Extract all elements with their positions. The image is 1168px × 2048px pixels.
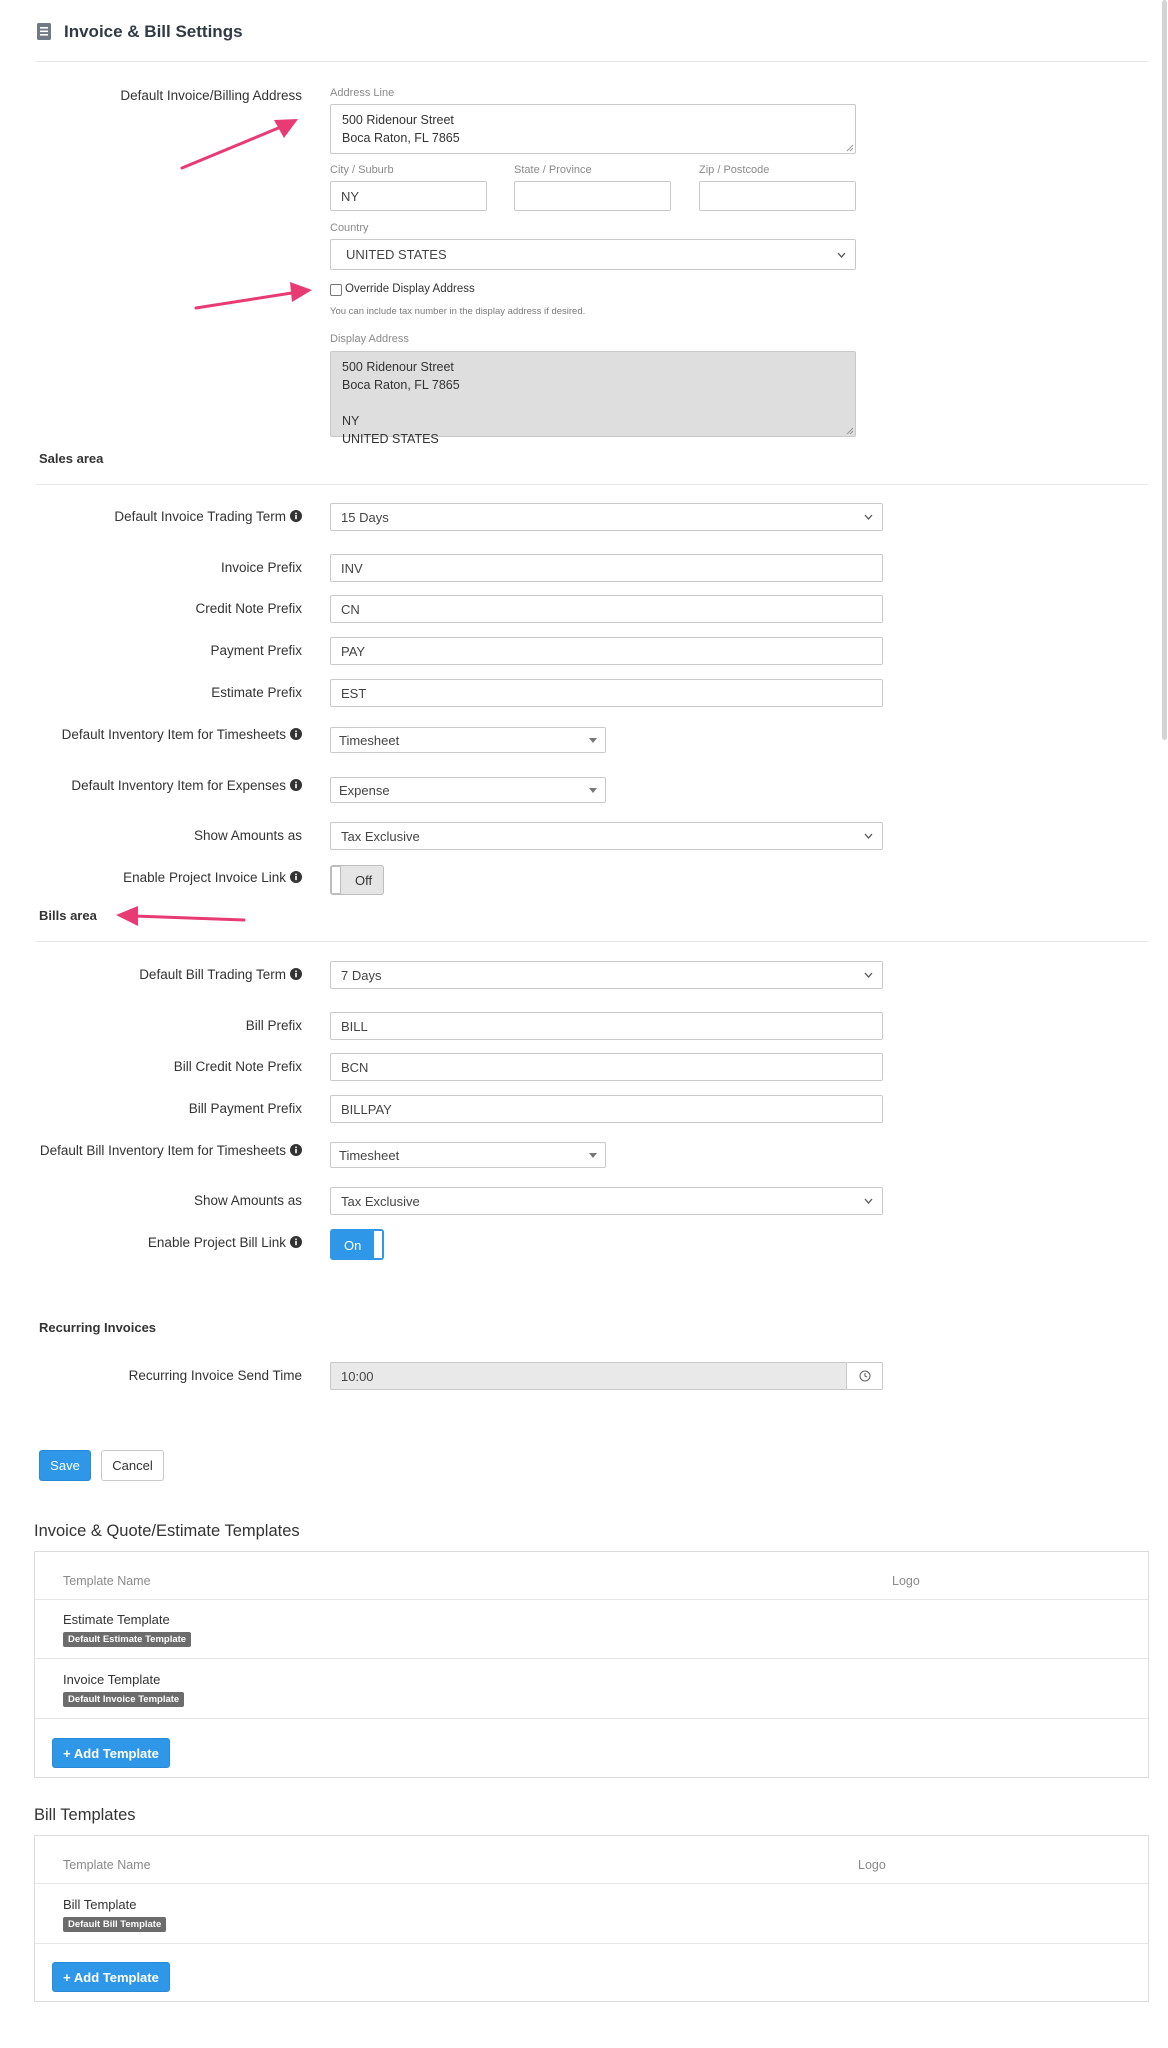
template-name[interactable]: Estimate Template <box>63 1612 170 1627</box>
chevron-down-icon <box>864 513 873 521</box>
bill-trading-term-value: 7 Days <box>341 967 382 983</box>
divider <box>36 61 1148 62</box>
caret-down-icon <box>589 1153 597 1158</box>
divider <box>35 1599 1148 1600</box>
bill-timesheet-item-select[interactable] <box>330 1142 606 1168</box>
divider <box>35 1883 1148 1884</box>
document-icon <box>36 22 52 41</box>
show-amounts-select[interactable] <box>330 822 883 850</box>
country-value: UNITED STATES <box>346 247 447 262</box>
override-display-label[interactable]: Override Display Address <box>345 283 475 295</box>
divider <box>36 941 1148 942</box>
bill-timesheet-item-label: Default Bill Inventory Item for Timesheets <box>40 1143 302 1158</box>
info-icon[interactable] <box>290 728 302 740</box>
display-address-textarea: 500 Ridenour Street Boca Raton, FL 7865 NY UNITED STATES <box>330 351 856 437</box>
bill-payment-prefix-label: Bill Payment Prefix <box>188 1101 302 1116</box>
page-title: Invoice & Bill Settings <box>64 22 243 41</box>
resize-grip-icon[interactable] <box>846 427 854 435</box>
city-input[interactable]: NY <box>330 181 487 211</box>
chevron-down-icon <box>864 1197 873 1205</box>
address-line-input[interactable]: 500 Ridenour Street Boca Raton, FL 7865 <box>330 104 856 154</box>
billing-address-label: Default Invoice/Billing Address <box>120 88 302 103</box>
invoice-templates-heading: Invoice & Quote/Estimate Templates <box>34 1522 300 1540</box>
display-address-label: Display Address <box>330 333 409 345</box>
chevron-down-icon <box>837 251 846 259</box>
override-help-text: You can include tax number in the display address if desired. <box>330 306 586 317</box>
add-template-button[interactable]: + Add Template <box>52 1738 170 1768</box>
bill-trading-term-label: Default Bill Trading Term <box>139 967 302 982</box>
column-header-logo: Logo <box>858 1858 886 1872</box>
override-display-checkbox[interactable] <box>330 284 342 296</box>
bill-show-amounts-label: Show Amounts as <box>193 1193 302 1208</box>
credit-note-prefix-input[interactable]: CN <box>330 595 883 623</box>
toggle-state: Off <box>355 873 373 888</box>
chevron-down-icon <box>864 832 873 840</box>
divider <box>35 1658 1148 1659</box>
divider <box>35 1943 1148 1944</box>
country-select[interactable] <box>330 239 856 270</box>
timesheet-item-label: Default Inventory Item for Timesheets <box>62 727 302 742</box>
bill-prefix-input[interactable]: BILL <box>330 1012 883 1040</box>
save-button[interactable]: Save <box>39 1450 91 1481</box>
bill-trading-term-select[interactable] <box>330 961 883 989</box>
timesheet-item-select[interactable] <box>330 727 606 753</box>
zip-input[interactable] <box>699 181 856 211</box>
time-picker-button[interactable] <box>846 1362 883 1390</box>
send-time-input[interactable]: 10:00 <box>330 1362 847 1390</box>
recurring-heading: Recurring Invoices <box>39 1320 157 1335</box>
info-icon[interactable] <box>290 968 302 980</box>
annotation-arrow-icon <box>112 904 250 928</box>
send-time-label: Recurring Invoice Send Time <box>128 1368 302 1383</box>
bill-credit-note-prefix-input[interactable]: BCN <box>330 1053 883 1081</box>
divider <box>36 484 1148 485</box>
expense-item-value: Expense <box>339 782 390 798</box>
timesheet-item-value: Timesheet <box>339 732 400 748</box>
estimate-prefix-input[interactable]: EST <box>330 679 883 707</box>
toggle-knob <box>331 866 341 894</box>
toggle-knob <box>373 1230 383 1259</box>
project-bill-link-label: Enable Project Bill Link <box>148 1235 302 1250</box>
annotation-arrow-icon <box>170 108 310 178</box>
expense-item-label: Default Inventory Item for Expenses <box>71 778 302 793</box>
bill-credit-note-prefix-label: Bill Credit Note Prefix <box>173 1059 302 1074</box>
expense-item-select[interactable] <box>330 777 606 803</box>
column-header-template-name: Template Name <box>63 1858 151 1872</box>
clock-icon <box>859 1370 871 1382</box>
zip-label: Zip / Postcode <box>699 164 770 176</box>
show-amounts-value: Tax Exclusive <box>341 828 420 844</box>
page-scrollbar[interactable] <box>1162 0 1167 740</box>
project-invoice-link-toggle[interactable] <box>330 865 384 895</box>
cancel-button[interactable]: Cancel <box>101 1450 164 1481</box>
caret-down-icon <box>589 788 597 793</box>
invoice-templates-table <box>34 1551 1149 1778</box>
bill-show-amounts-value: Tax Exclusive <box>341 1193 420 1209</box>
default-badge: Default Invoice Template <box>63 1692 184 1707</box>
city-label: City / Suburb <box>330 164 394 176</box>
template-name[interactable]: Invoice Template <box>63 1672 161 1687</box>
bills-area-heading: Bills area <box>39 908 97 923</box>
invoice-prefix-input[interactable]: INV <box>330 554 883 582</box>
default-badge: Default Estimate Template <box>63 1632 191 1647</box>
sales-area-heading: Sales area <box>39 451 104 466</box>
info-icon[interactable] <box>290 1236 302 1248</box>
column-header-template-name: Template Name <box>63 1574 151 1588</box>
payment-prefix-input[interactable]: PAY <box>330 637 883 665</box>
column-header-logo: Logo <box>892 1574 920 1588</box>
default-badge: Default Bill Template <box>63 1917 166 1932</box>
bill-templates-table <box>34 1835 1149 2002</box>
state-label: State / Province <box>514 164 592 176</box>
info-icon[interactable] <box>290 779 302 791</box>
payment-prefix-label: Payment Prefix <box>210 643 302 658</box>
divider <box>35 1718 1148 1719</box>
bill-prefix-label: Bill Prefix <box>245 1018 302 1033</box>
invoice-prefix-label: Invoice Prefix <box>220 560 302 575</box>
template-name[interactable]: Bill Template <box>63 1897 137 1912</box>
chevron-down-icon <box>864 971 873 979</box>
caret-down-icon <box>589 738 597 743</box>
invoice-trading-term-value: 15 Days <box>341 509 389 525</box>
resize-grip-icon[interactable] <box>846 144 854 152</box>
project-invoice-link-label: Enable Project Invoice Link <box>123 870 302 885</box>
project-bill-link-toggle[interactable] <box>330 1229 384 1260</box>
address-line-label: Address Line <box>330 87 395 99</box>
add-template-button[interactable]: + Add Template <box>52 1962 170 1992</box>
show-amounts-label: Show Amounts as <box>193 828 302 843</box>
info-icon[interactable] <box>290 871 302 883</box>
info-icon[interactable] <box>290 1144 302 1156</box>
credit-note-prefix-label: Credit Note Prefix <box>195 601 302 616</box>
bill-payment-prefix-input[interactable]: BILLPAY <box>330 1095 883 1123</box>
estimate-prefix-label: Estimate Prefix <box>211 685 302 700</box>
bill-show-amounts-select[interactable] <box>330 1187 883 1215</box>
country-label: Country <box>330 222 369 234</box>
invoice-trading-term-select[interactable] <box>330 503 883 531</box>
annotation-arrow-icon <box>188 280 320 316</box>
bill-timesheet-item-value: Timesheet <box>339 1147 400 1163</box>
info-icon[interactable] <box>290 510 302 522</box>
toggle-state: On <box>344 1238 362 1253</box>
invoice-trading-term-label: Default Invoice Trading Term <box>114 509 302 524</box>
bill-templates-heading: Bill Templates <box>34 1806 136 1824</box>
state-input[interactable] <box>514 181 671 211</box>
